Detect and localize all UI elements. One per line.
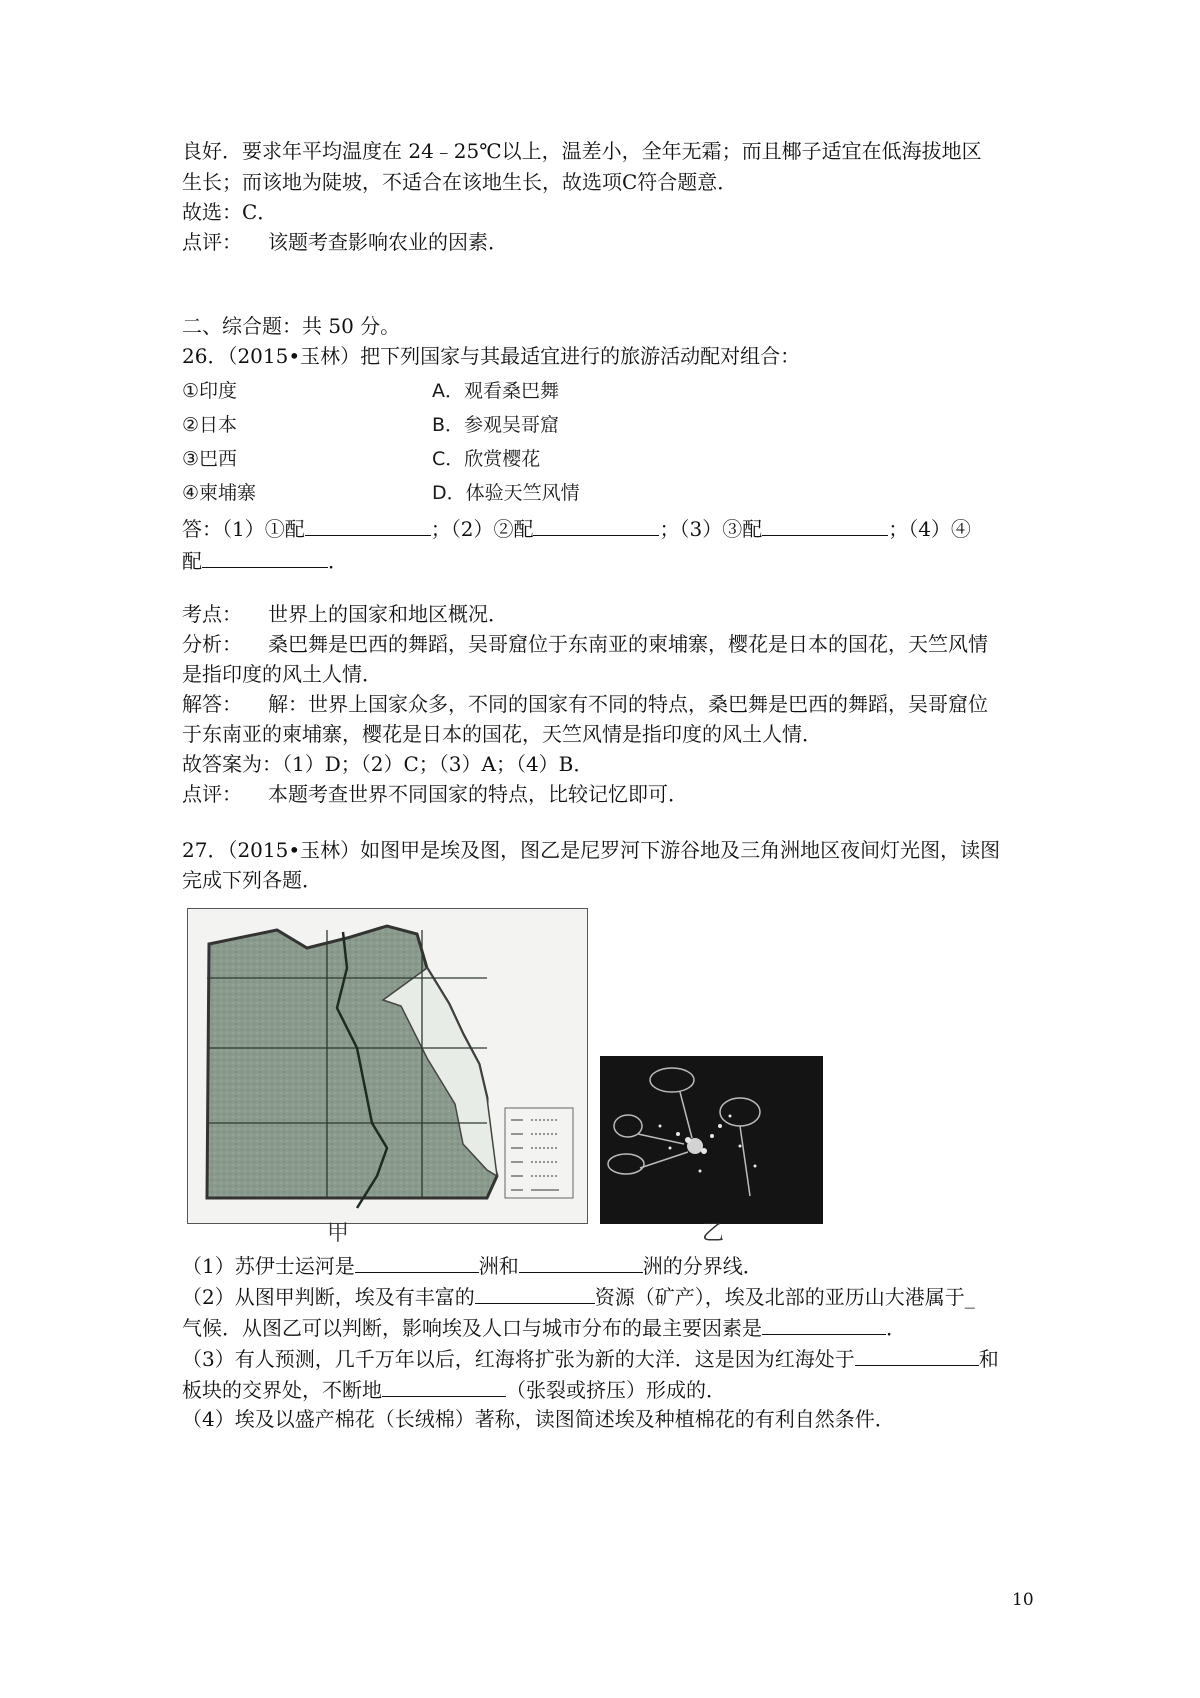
q27-blank-5[interactable] [855, 1345, 979, 1366]
prev-answer-line-2: 生长；而该地为陡坡，不适合在该地生长，故选项C符合题意． [182, 170, 738, 194]
answer-part: ；（3）③配 [659, 517, 763, 541]
q27-stem-1: 27．（2015•玉林）如图甲是埃及图，图乙是尼罗河下游谷地及三角洲地区夜间灯光图，读图 [182, 838, 1001, 862]
fenxi-text-1: 桑巴舞是巴西的舞蹈，吴哥窟位于东南亚的柬埔寨，樱花是日本的国花，天竺风情 [268, 632, 988, 656]
map-legend [505, 1108, 573, 1198]
answer-part: ；（2）②配 [430, 517, 534, 541]
pingping-text: 本题考查世界不同国家的特点，比较记忆即可． [268, 782, 688, 806]
q26-activity-a: A．观看桑巴舞 [432, 380, 559, 402]
comment-label: 点评： [182, 230, 242, 254]
answer-part: 答：（1）①配 [182, 517, 305, 541]
kaodian-text: 世界上的国家和地区概况． [268, 602, 508, 626]
answer-blank-1[interactable] [305, 515, 431, 536]
comment-text: 该题考查影响农业的因素． [268, 230, 508, 254]
kaodian-label: 考点： [182, 602, 242, 626]
q26-activity-b: B．参观吴哥窟 [432, 414, 560, 436]
pingping-label: 点评： [182, 782, 242, 806]
jieda-text-1: 解：世界上国家众多，不同的国家有不同的特点，桑巴舞是巴西的舞蹈，吴哥窟位 [268, 692, 988, 716]
q27-text: 资源（矿产），埃及北部的亚历山大港属于_ [594, 1285, 975, 1309]
q26-kaodian [182, 602, 508, 626]
answer-blank-2[interactable] [533, 515, 659, 536]
prev-comment [182, 230, 508, 254]
q27-text: 和 [978, 1347, 999, 1371]
q27-text: （1）苏伊士运河是 [182, 1254, 355, 1278]
q27-blank-4[interactable] [762, 1314, 886, 1335]
q27-text: （3）有人预测，几千万年以后，红海将扩张为新的大洋．这是因为红海处于 [182, 1347, 855, 1371]
q27-blank-3[interactable] [475, 1283, 595, 1304]
q27-blank-6[interactable] [382, 1376, 506, 1397]
q27-sub-3 [182, 1345, 999, 1371]
jieda-text-2: 于东南亚的柬埔寨，樱花是日本的国花，天竺风情是指印度的风土人情． [182, 722, 822, 746]
q27-text: （2）从图甲判断，埃及有丰富的 [182, 1285, 475, 1309]
q26-country-1: ①印度 [182, 380, 238, 402]
q27-text: 板块的交界处，不断地 [182, 1378, 382, 1402]
q26-answer-line-2 [182, 547, 348, 573]
q26-activity-d: D．体验天竺风情 [432, 482, 580, 504]
q26-pingping [182, 782, 688, 806]
q26-jieda [182, 692, 988, 716]
answer-part: ；（4）④ [888, 517, 971, 541]
q27-blank-2[interactable] [519, 1252, 643, 1273]
q26-stem: 26．（2015•玉林）把下列国家与其最适宜进行的旅游活动配对组合： [182, 344, 801, 368]
q26-final-answer: 故答案为：（1）D；（2）C；（3）A；（4）B． [182, 752, 594, 776]
section-title: 二、综合题：共 50 分。 [182, 314, 401, 338]
page-number: 10 [1012, 1590, 1034, 1610]
q27-sub-2-cont [182, 1314, 906, 1340]
answer-part: 配 [182, 549, 202, 573]
q26-answer-line-1 [182, 515, 971, 541]
answer-blank-3[interactable] [762, 515, 888, 536]
jieda-label: 解答： [182, 692, 242, 716]
q27-sub-2 [182, 1283, 975, 1309]
q26-country-3: ③巴西 [182, 448, 238, 470]
q27-stem-2: 完成下列各题． [182, 868, 322, 892]
egypt-map-figure [187, 908, 588, 1224]
q27-sub-1 [182, 1252, 763, 1278]
prev-answer-choice: 故选：C． [182, 200, 278, 224]
q26-country-4: ④柬埔寨 [182, 482, 257, 504]
fenxi-label: 分析： [182, 632, 242, 656]
q27-text: （张裂或挤压）形成的． [506, 1378, 726, 1402]
q27-text: 洲和 [478, 1254, 519, 1278]
q26-fenxi [182, 632, 988, 656]
fenxi-text-2: 是指印度的风土人情． [182, 662, 382, 686]
prev-answer-line-1: 良好．要求年平均温度在 24﹣25℃以上，温差小，全年无霜；而且椰子适宜在低海拔地区 [182, 139, 982, 163]
q27-blank-1[interactable] [355, 1252, 479, 1273]
q27-sub-3-cont [182, 1376, 726, 1402]
night-light-figure [600, 1056, 823, 1224]
q27-text: ． [886, 1316, 906, 1340]
figure-yi-label: 乙 [702, 1221, 725, 1246]
answer-part: ． [328, 549, 348, 573]
q26-country-2: ②日本 [182, 414, 238, 436]
q26-activity-c: C．欣赏樱花 [432, 448, 541, 470]
figure-jia-label: 甲 [327, 1221, 350, 1246]
q27-text: 气候．从图乙可以判断，影响埃及人口与城市分布的最主要因素是 [182, 1316, 762, 1340]
q27-sub-4: （4）埃及以盛产棉花（长绒棉）著称，读图简述埃及种植棉花的有利自然条件． [182, 1407, 895, 1431]
answer-blank-4[interactable] [202, 547, 328, 568]
q27-text: 洲的分界线． [642, 1254, 763, 1278]
